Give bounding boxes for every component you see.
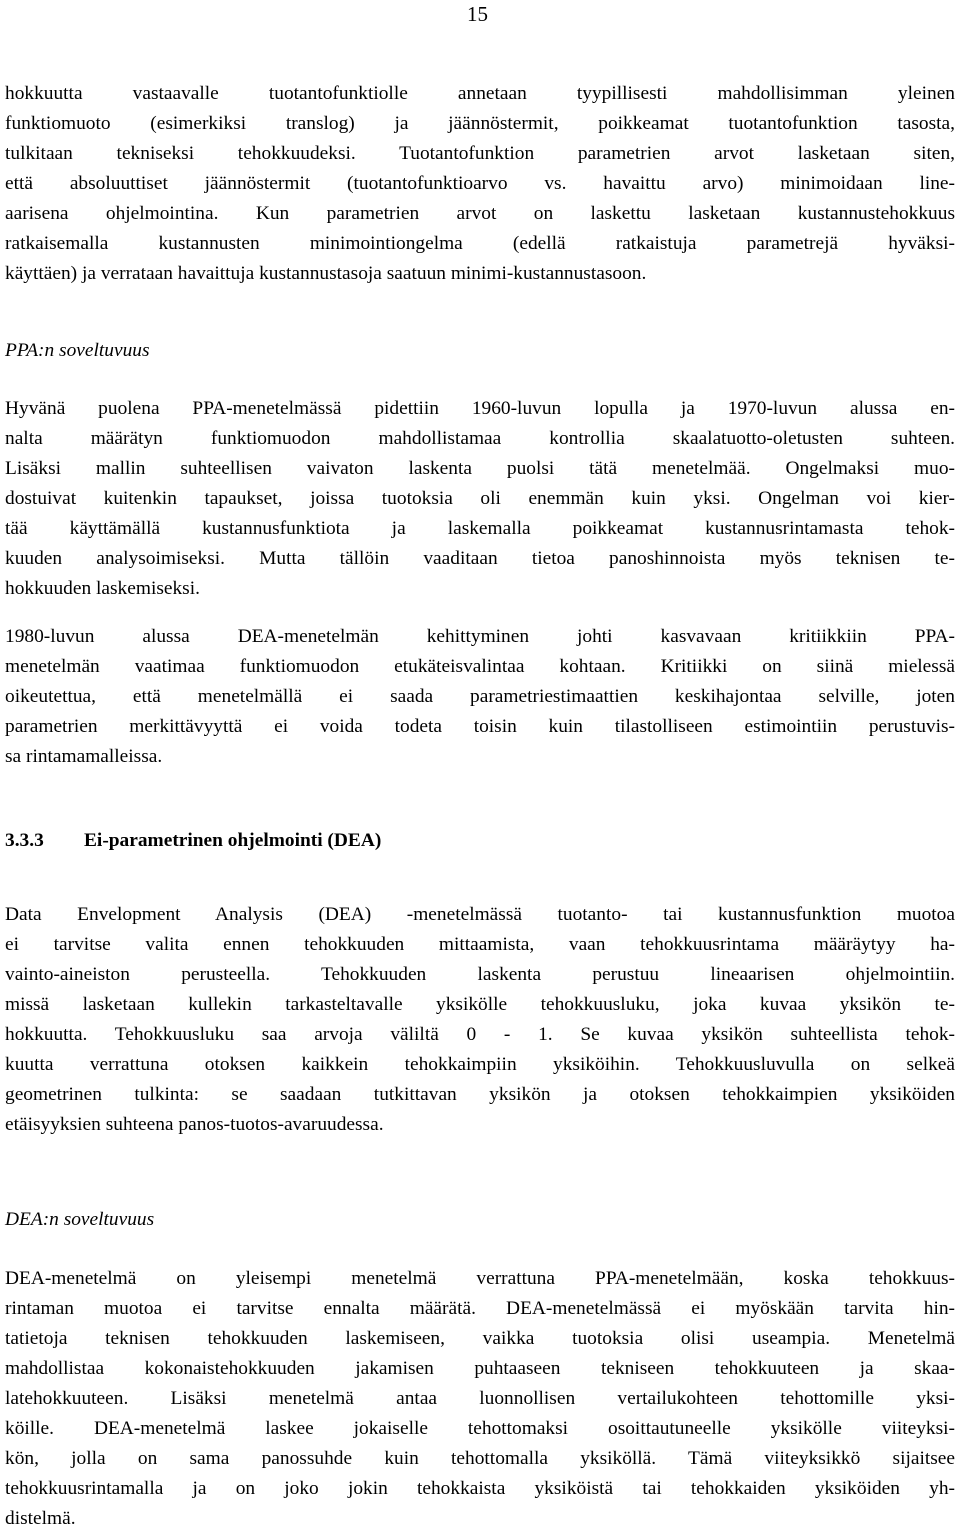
text-line: hokkuuden laskemiseksi.	[5, 578, 200, 599]
text-line: distelmä.	[5, 1508, 76, 1529]
text-line: mahdollistaa kokonaistehokkuuden jakamisen puhtaaseen tekniseen tehokkuuteen ja skaa-	[5, 1358, 955, 1379]
text-line: tehokkuusrintamalla ja on joko jokin tehokkaista yksiköistä tai tehokkaiden yksiköiden yh-	[5, 1478, 955, 1499]
text-line: tää käyttämällä kustannusfunktiota ja laskemalla poikkeamat kustannusrintamasta tehok-	[5, 518, 955, 539]
text-line: että absoluuttiset jäännöstermit (tuotantofunktioarvo vs. havaittu arvo) minimoidaan line-	[5, 173, 955, 194]
text-line: kuuden analysoimiseksi. Mutta tällöin vaaditaan tietoa panoshinnoista myös teknisen te-	[5, 548, 955, 569]
section-heading	[5, 826, 381, 856]
text-line: ei tarvitse valita ennen tehokkuuden mittaamista, vaan tehokkuusrintama määräytyy ha-	[5, 934, 955, 955]
subheading-ppa: PPA:n soveltuvuus	[5, 340, 150, 361]
text-line: kön, jolla on sama panossuhde kuin tehottomalla yksiköllä. Tämä viiteyksikkö sijaitsee	[5, 1448, 955, 1469]
paragraph-ppa-criticism	[5, 622, 955, 772]
text-line: ratkaisemalla kustannusten minimointiongelma (edellä ratkaistuja parametrejä hyväksi-	[5, 233, 955, 254]
text-line: oikeutettua, että menetelmällä ei saada parametriestimaattien keskihajontaa selville, joten	[5, 686, 955, 707]
text-line: rintaman muotoa ei tarvitse ennalta määrätä. DEA-menetelmässä ei myöskään tarvita hin-	[5, 1298, 955, 1319]
section-title: Ei-parametrinen ohjelmointi (DEA)	[84, 830, 382, 851]
text-line: funktiomuoto (esimerkiksi translog) ja jäännöstermit, poikkeamat tuotantofunktion tasosta,	[5, 113, 955, 134]
subheading-dea: DEA:n soveltuvuus	[5, 1209, 155, 1230]
text-line: parametrien merkittävyyttä ei voida todeta toisin kuin tilastolliseen estimointiin perustuvis-	[5, 716, 955, 737]
paragraph-dea-suitability	[5, 1264, 955, 1534]
text-line: 1980-luvun alussa DEA-menetelmän kehittyminen johti kasvavaan kritiikkiin PPA-	[5, 626, 955, 647]
text-line: tatietoja teknisen tehokkuuden laskemiseen, vaikka tuotoksia olisi useampia. Menetelmä	[5, 1328, 955, 1349]
text-line: missä lasketaan kullekin tarkasteltavalle yksikölle tehokkuusluku, joka kuvaa yksikön te-	[5, 994, 955, 1015]
text-line: nalta määrätyn funktiomuodon mahdollistamaa kontrollia skaalatuotto-oletusten suhteen.	[5, 428, 955, 449]
text-line: menetelmän vaatimaa funktiomuodon etukäteisvalintaa kohtaan. Kritiikki on siinä mielessä	[5, 656, 955, 677]
text-line: vainto-aineiston perusteella. Tehokkuuden laskenta perustuu lineaarisen ohjelmointiin.	[5, 964, 955, 985]
text-line: Data Envelopment Analysis (DEA) -menetelmässä tuotanto- tai kustannusfunktion muotoa	[5, 904, 955, 925]
text-line: Hyvänä puolena PPA-menetelmässä pidettiin 1960-luvun lopulla ja 1970-luvun alussa en-	[5, 398, 955, 419]
text-line: tulkitaan tekniseksi tehokkuudeksi. Tuotantofunktion parametrien arvot lasketaan siten,	[5, 143, 955, 164]
text-line: sa rintamamalleissa.	[5, 746, 163, 767]
paragraph-ppa-advantages	[5, 394, 955, 604]
text-line: DEA-menetelmä on yleisempi menetelmä verrattuna PPA-menetelmään, koska tehokkuus-	[5, 1268, 955, 1289]
paragraph-intro	[5, 79, 955, 289]
text-line: dostuivat kuitenkin tapaukset, joissa tuotoksia oli enemmän kuin yksi. Ongelman voi kier-	[5, 488, 955, 509]
paragraph-dea-intro	[5, 900, 955, 1140]
text-line: hokkuutta. Tehokkuusluku saa arvoja väliltä 0 - 1. Se kuvaa yksikön suhteellista tehok-	[5, 1024, 955, 1045]
text-line: käyttäen) ja verrataan havaittuja kustannustasoja saatuun minimi-kustannustasoon.	[5, 263, 647, 284]
text-line: latehokkuuteen. Lisäksi menetelmä antaa luonnollisen vertailukohteen tehottomille yksi-	[5, 1388, 955, 1409]
text-line: köille. DEA-menetelmä laskee jokaiselle tehottomaksi osoittautuneelle yksikölle viiteyksi-	[5, 1418, 955, 1439]
text-line: kuutta verrattuna otoksen kaikkein tehokkaimpiin yksiköihin. Tehokkuusluvulla on selkeä	[5, 1054, 955, 1075]
text-line: etäisyyksien suhteena panos-tuotos-avaruudessa.	[5, 1114, 384, 1135]
text-line: Lisäksi mallin suhteellisen vaivaton laskenta puolsi tätä menetelmää. Ongelmaksi muo-	[5, 458, 955, 479]
text-line: aarisena ohjelmointina. Kun parametrien arvot on laskettu lasketaan kustannustehokkuus	[5, 203, 955, 224]
page-number: 15	[467, 2, 488, 26]
section-number: 3.3.3	[5, 830, 44, 851]
text-line: hokkuutta vastaavalle tuotantofunktiolle annetaan tyypillisesti mahdollisimman yleinen	[5, 83, 955, 104]
text-line: geometrinen tulkinta: se saadaan tutkittavan yksikön ja otoksen tehokkaimpien yksiköiden	[5, 1084, 955, 1105]
